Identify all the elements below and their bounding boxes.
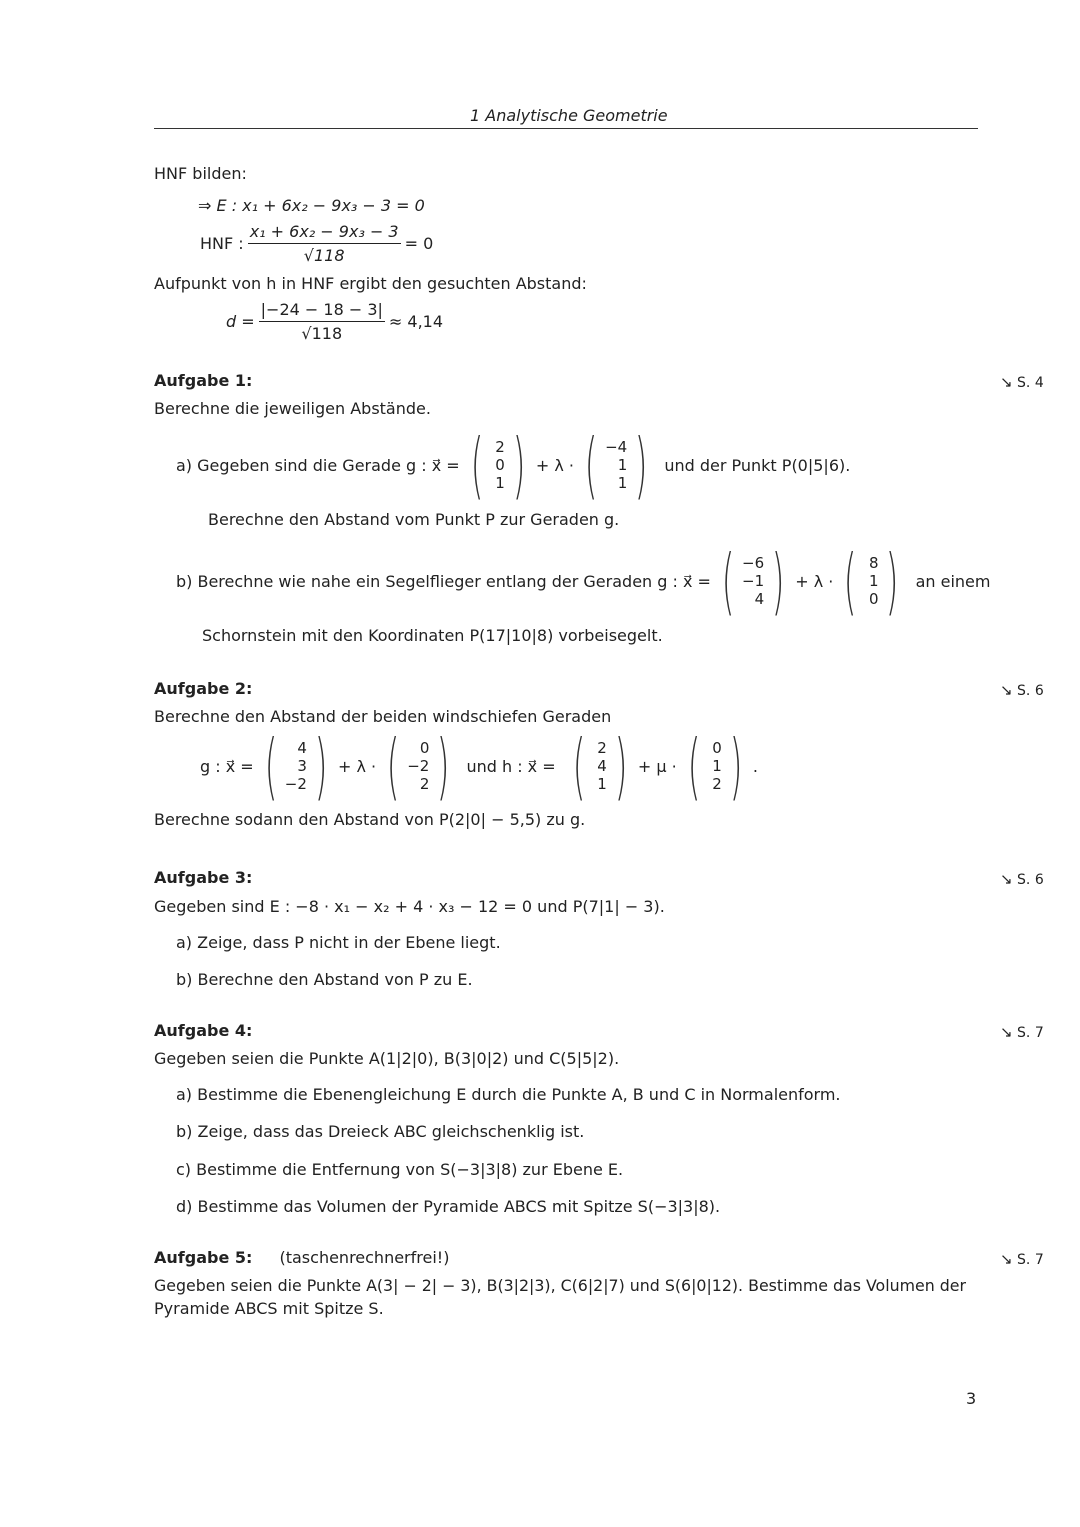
- vec-entry: 1: [617, 474, 628, 492]
- vec-entry: −4: [605, 438, 628, 456]
- vec-entry: 4: [754, 590, 765, 608]
- aufgabe2-line2: Berechne sodann den Abstand von P(2|0| − 5,5) zu g.: [154, 810, 586, 829]
- aufgabe1-b-vector1: ( −6 −1 4 ): [721, 539, 785, 623]
- aufgabe1-text: Berechne die jeweiligen Abstände.: [154, 399, 431, 418]
- aufgabe2-ref: [1000, 681, 1044, 699]
- aufgabe2-ref-text: S. 6: [1017, 683, 1044, 699]
- aufgabe4-d: d) Bestimme das Volumen der Pyramide ABCS mit Spitze S(−3|3|8).: [176, 1197, 721, 1216]
- vec-entry: 4: [297, 739, 307, 757]
- vec-entry: −6: [742, 554, 765, 572]
- aufgabe1-a: [176, 423, 851, 507]
- plane-equation: ⇒ E : x₁ + 6x₂ − 9x₃ − 3 = 0: [198, 196, 425, 215]
- vec-entry: 1: [617, 456, 628, 474]
- vec-entry: 0: [419, 739, 430, 757]
- aufpunkt-text: Aufpunkt von h in HNF ergibt den gesuchten Abstand:: [154, 274, 587, 293]
- hnf-label: HNF :: [200, 234, 244, 253]
- vec-entry: 2: [712, 775, 722, 793]
- vec-entry: 2: [495, 438, 505, 456]
- arrow-icon: ↘: [1000, 1023, 1013, 1041]
- aufgabe2-h-vector1: ( 2 4 1 ): [572, 724, 628, 808]
- vec-entry: 1: [868, 572, 879, 590]
- aufgabe4-b: b) Zeige, dass das Dreieck ABC gleichschenklig ist.: [176, 1122, 585, 1141]
- aufgabe4-ref: [1000, 1023, 1044, 1041]
- aufgabe2-g-vector1: ( 4 3 −2 ): [264, 724, 328, 808]
- aufgabe1-b-vector2: ( 8 1 0 ): [844, 539, 899, 623]
- aufgabe3-a: a) Zeige, dass P nicht in der Ebene liegt.: [176, 933, 501, 952]
- arrow-icon: ↘: [1000, 373, 1013, 391]
- aufgabe1-title: Aufgabe 1:: [154, 371, 253, 390]
- header-rule: [154, 128, 978, 129]
- aufgabe1-ref: [1000, 373, 1044, 391]
- page-header-title: 1 Analytische Geometrie: [470, 106, 668, 125]
- distance-fraction: [259, 300, 385, 343]
- aufgabe3-b: b) Berechne den Abstand von P zu E.: [176, 970, 473, 989]
- aufgabe1-b-plus: + λ ·: [795, 571, 834, 591]
- aufgabe5-ref: [1000, 1250, 1044, 1268]
- vec-entry: 1: [712, 757, 722, 775]
- hnf-heading: HNF bilden:: [154, 164, 247, 183]
- aufgabe5-ref-text: S. 7: [1017, 1252, 1044, 1268]
- vec-entry: −2: [407, 757, 430, 775]
- aufgabe1-a-vector2: ( −4 1 1 ): [584, 423, 648, 507]
- aufgabe2-g-plus: + λ ·: [338, 756, 377, 776]
- hnf-equation: [200, 222, 433, 265]
- aufgabe1-a-line2: Berechne den Abstand vom Punkt P zur Geraden g.: [208, 510, 620, 529]
- aufgabe4-ref-text: S. 7: [1017, 1025, 1044, 1041]
- aufgabe3-text: Gegeben sind E : −8 · x₁ − x₂ + 4 · x₃ − 12 = 0 und P(7|1| − 3).: [154, 897, 665, 916]
- aufgabe4-text: Gegeben seien die Punkte A(1|2|0), B(3|0|2) und C(5|5|2).: [154, 1049, 620, 1068]
- aufgabe1-b-line2: Schornstein mit den Koordinaten P(17|10|8) vorbeisegelt.: [202, 626, 663, 645]
- aufgabe2-lines: [200, 724, 758, 808]
- aufgabe3-ref: [1000, 870, 1044, 888]
- aufgabe1-b: [176, 539, 991, 623]
- aufgabe5-heading: [154, 1248, 449, 1267]
- distance-denominator: √118: [301, 324, 343, 343]
- aufgabe2-title: Aufgabe 2:: [154, 679, 253, 698]
- aufgabe3-title: Aufgabe 3:: [154, 868, 253, 887]
- vec-entry: 4: [597, 757, 607, 775]
- hnf-rhs: = 0: [404, 234, 434, 253]
- aufgabe4-title: Aufgabe 4:: [154, 1021, 253, 1040]
- arrow-icon: ↘: [1000, 681, 1013, 699]
- vec-entry: 0: [712, 739, 722, 757]
- hnf-denominator: √118: [303, 246, 345, 265]
- aufgabe2-h-vector2: ( 0 1 2 ): [687, 724, 743, 808]
- vec-entry: −2: [284, 775, 307, 793]
- vec-entry: 8: [868, 554, 879, 572]
- distance-result: ≈ 4,14: [388, 312, 444, 331]
- arrow-icon: ↘: [1000, 1250, 1013, 1268]
- aufgabe2-text: Berechne den Abstand der beiden windschiefen Geraden: [154, 707, 612, 726]
- aufgabe1-a-suffix: und der Punkt P(0|5|6).: [664, 455, 851, 475]
- aufgabe4-c: c) Bestimme die Entfernung von S(−3|3|8) zur Ebene E.: [176, 1160, 624, 1179]
- vec-entry: 1: [597, 775, 607, 793]
- aufgabe2-g-vector2: ( 0 −2 2 ): [386, 724, 450, 808]
- aufgabe5-title: Aufgabe 5:: [154, 1248, 253, 1267]
- vec-entry: 3: [297, 757, 307, 775]
- vec-entry: 2: [597, 739, 607, 757]
- aufgabe1-a-vector1: ( 2 0 1 ): [470, 423, 526, 507]
- aufgabe1-a-prefix: a) Gegeben sind die Gerade g : x⃗ =: [176, 455, 460, 475]
- aufgabe5-note: (taschenrechnerfrei!): [279, 1248, 450, 1267]
- vec-entry: −1: [742, 572, 765, 590]
- vec-entry: 0: [495, 456, 505, 474]
- hnf-numerator: x₁ + 6x₂ − 9x₃ − 3: [248, 222, 401, 244]
- page-number: 3: [966, 1389, 977, 1408]
- distance-numerator: |−24 − 18 − 3|: [259, 300, 385, 322]
- aufgabe1-ref-text: S. 4: [1017, 375, 1044, 391]
- aufgabe2-g-prefix: g : x⃗ =: [200, 756, 254, 776]
- aufgabe1-b-suffix: an einem: [915, 571, 991, 591]
- distance-equation: [226, 300, 443, 343]
- aufgabe5-line2: Pyramide ABCS mit Spitze S.: [154, 1299, 384, 1318]
- aufgabe2-end: .: [752, 756, 758, 776]
- arrow-icon: ↘: [1000, 870, 1013, 888]
- aufgabe5-line1: Gegeben seien die Punkte A(3| − 2| − 3), B(3|2|3), C(6|2|7) und S(6|0|12). Bestimme das Volumen der: [154, 1276, 966, 1295]
- vec-entry: 1: [495, 474, 505, 492]
- distance-label: d =: [226, 312, 255, 331]
- aufgabe1-b-prefix: b) Berechne wie nahe ein Segelflieger entlang der Geraden g : x⃗ =: [176, 571, 711, 591]
- aufgabe2-h-prefix: und h : x⃗ =: [466, 756, 556, 776]
- aufgabe2-h-plus: + μ ·: [637, 756, 677, 776]
- aufgabe1-a-plus: + λ ·: [535, 455, 575, 475]
- aufgabe3-ref-text: S. 6: [1017, 872, 1044, 888]
- vec-entry: 0: [868, 590, 879, 608]
- aufgabe4-a: a) Bestimme die Ebenengleichung E durch die Punkte A, B und C in Normalenform.: [176, 1085, 841, 1104]
- vec-entry: 2: [419, 775, 430, 793]
- hnf-fraction: [248, 222, 401, 265]
